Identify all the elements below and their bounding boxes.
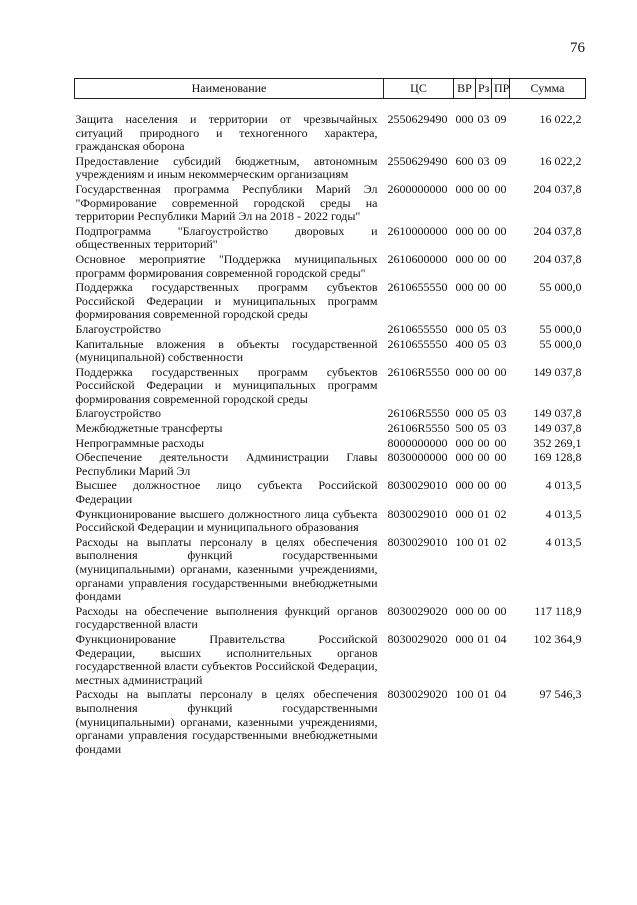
row-name: Основное мероприятие "Поддержка муниципальных программ формирования современной городской среды" bbox=[75, 251, 378, 280]
table-row bbox=[75, 99, 586, 155]
row-pr: 09 bbox=[494, 112, 507, 126]
row-cs: 26106R5550 bbox=[387, 406, 450, 421]
row-sum: 4 013,5 bbox=[545, 506, 582, 521]
row-vr: 100 bbox=[455, 534, 474, 549]
row-pr: 00 bbox=[494, 435, 507, 450]
row-sum: 55 000,0 bbox=[539, 321, 582, 336]
row-name: Благоустройство bbox=[75, 406, 162, 421]
table-row bbox=[75, 407, 586, 422]
row-vr: 000 bbox=[455, 435, 474, 450]
row-name: Функционирование Правительства Российской Федерации, высших исполнительных органов государственной власти субъектов Российской Федерации, местных администраций bbox=[75, 631, 378, 687]
table-row bbox=[75, 508, 586, 536]
table-row bbox=[75, 183, 586, 225]
row-cs: 2610655550 bbox=[387, 336, 448, 351]
row-rz: 05 bbox=[477, 321, 490, 336]
row-pr: 04 bbox=[494, 631, 507, 646]
row-rz: 00 bbox=[477, 450, 490, 465]
row-name: Расходы на обеспечение выполнения функций органов государственной власти bbox=[75, 603, 378, 632]
table-row bbox=[75, 422, 586, 437]
row-name: Поддержка государственных программ субъектов Российской Федерации и муниципальных программ формирования современной городской среды bbox=[75, 364, 378, 406]
table-row bbox=[75, 605, 586, 633]
row-rz: 00 bbox=[477, 251, 490, 266]
row-vr: 000 bbox=[455, 506, 474, 521]
row-sum: 4 013,5 bbox=[545, 478, 582, 493]
row-cs: 2610600000 bbox=[387, 251, 448, 266]
row-vr: 000 bbox=[455, 181, 474, 196]
row-vr: 000 bbox=[455, 364, 474, 379]
row-rz: 01 bbox=[477, 534, 490, 549]
header-rz: Рз bbox=[476, 79, 492, 99]
row-vr: 000 bbox=[455, 251, 474, 266]
table-row bbox=[75, 155, 586, 183]
row-cs: 2610000000 bbox=[387, 223, 448, 238]
row-cs: 2600000000 bbox=[387, 181, 448, 196]
row-name: Высшее должностное лицо субъекта Российской Федерации bbox=[75, 478, 378, 507]
row-sum: 352 269,1 bbox=[533, 435, 582, 450]
row-pr: 09 bbox=[494, 153, 507, 168]
row-cs: 2610655550 bbox=[387, 280, 448, 295]
row-pr: 03 bbox=[494, 406, 507, 421]
row-name: Непрограммные расходы bbox=[75, 435, 205, 450]
row-pr: 00 bbox=[494, 364, 507, 379]
row-name: Функционирование высшего должностного лица субъекта Российской Федерации и муниципального образования bbox=[75, 506, 378, 535]
row-pr: 00 bbox=[494, 251, 507, 266]
row-pr: 00 bbox=[494, 181, 507, 196]
row-rz: 05 bbox=[477, 406, 490, 421]
row-name: Предоставление субсидий бюджетным, автономным учреждениям и иным некоммерческим организациям bbox=[75, 153, 378, 182]
row-cs: 8030029010 bbox=[387, 478, 448, 493]
row-vr: 400 bbox=[455, 336, 474, 351]
table-row bbox=[75, 225, 586, 253]
row-name: Расходы на выплаты персоналу в целях обеспечения выполнения функций государственными (муниципальными) органами, казенными учреждениями, органами управления государственными внебюджетными фондами bbox=[75, 687, 378, 756]
row-rz: 01 bbox=[477, 687, 490, 702]
row-pr: 00 bbox=[494, 603, 507, 618]
row-rz: 01 bbox=[477, 631, 490, 646]
row-vr: 500 bbox=[455, 421, 474, 436]
row-sum: 55 000,0 bbox=[539, 336, 582, 351]
header-cs: ЦС bbox=[384, 79, 454, 99]
row-pr: 00 bbox=[494, 450, 507, 465]
row-cs: 2550629490 bbox=[387, 112, 448, 126]
table-row bbox=[75, 536, 586, 605]
row-name: Государственная программа Республики Марий Эл "Формирование современной городской среды на территории Республики Марий Эл на 2018 - 2022 годы" bbox=[75, 181, 378, 224]
row-sum: 97 546,3 bbox=[539, 687, 582, 702]
row-name: Защита населения и территории от чрезвычайных ситуаций природного и техногенного характера, гражданская оборона bbox=[75, 112, 378, 154]
row-rz: 00 bbox=[477, 364, 490, 379]
row-cs: 26106R5550 bbox=[387, 364, 450, 379]
header-pr: ПР bbox=[492, 79, 510, 99]
row-rz: 01 bbox=[477, 506, 490, 521]
table-row bbox=[75, 437, 586, 452]
row-sum: 204 037,8 bbox=[533, 223, 582, 238]
row-pr: 03 bbox=[494, 336, 507, 351]
row-sum: 204 037,8 bbox=[533, 181, 582, 196]
row-vr: 000 bbox=[455, 478, 474, 493]
row-rz: 05 bbox=[477, 421, 490, 436]
row-sum: 149 037,8 bbox=[533, 406, 582, 421]
row-pr: 04 bbox=[494, 687, 507, 702]
row-sum: 16 022,2 bbox=[539, 112, 582, 126]
row-pr: 00 bbox=[494, 478, 507, 493]
row-name: Поддержка государственных программ субъектов Российской Федерации и муниципальных программ формирования современной городской среды bbox=[75, 280, 378, 322]
row-cs: 26106R5550 bbox=[387, 421, 450, 436]
row-rz: 00 bbox=[477, 603, 490, 618]
row-rz: 03 bbox=[477, 112, 490, 126]
row-rz: 00 bbox=[477, 181, 490, 196]
row-vr: 600 bbox=[455, 153, 474, 168]
row-cs: 2550629490 bbox=[387, 153, 448, 168]
table-row bbox=[75, 253, 586, 281]
row-name: Расходы на выплаты персоналу в целях обеспечения выполнения функций государственными (муниципальными) органами, казенными учреждениями, органами управления государственными внебюджетными фондами bbox=[75, 534, 378, 604]
row-sum: 4 013,5 bbox=[545, 534, 582, 549]
row-sum: 149 037,8 bbox=[533, 364, 582, 379]
row-sum: 169 128,8 bbox=[533, 450, 582, 465]
table-row bbox=[75, 633, 586, 688]
table-row bbox=[75, 281, 586, 323]
page-number: 76 bbox=[570, 40, 585, 56]
row-name: Благоустройство bbox=[75, 321, 162, 336]
row-sum: 117 118,9 bbox=[534, 603, 582, 618]
row-name: Межбюджетные трансферты bbox=[75, 421, 223, 436]
row-pr: 00 bbox=[494, 280, 507, 295]
table-header bbox=[75, 79, 586, 99]
row-cs: 8000000000 bbox=[387, 435, 448, 450]
row-pr: 02 bbox=[494, 506, 507, 521]
table-row bbox=[75, 451, 586, 479]
table-row bbox=[75, 479, 586, 507]
row-cs: 8030029010 bbox=[387, 506, 448, 521]
row-vr: 000 bbox=[455, 112, 474, 126]
table-row bbox=[75, 366, 586, 408]
row-sum: 55 000,0 bbox=[539, 280, 582, 295]
row-vr: 100 bbox=[455, 687, 474, 702]
row-name: Подпрограмма "Благоустройство дворовых и общественных территорий" bbox=[75, 223, 378, 252]
row-sum: 204 037,8 bbox=[533, 251, 582, 266]
row-rz: 00 bbox=[477, 478, 490, 493]
row-vr: 000 bbox=[455, 321, 474, 336]
row-vr: 000 bbox=[455, 223, 474, 238]
row-cs: 8030029010 bbox=[387, 534, 448, 549]
row-rz: 00 bbox=[477, 223, 490, 238]
row-vr: 000 bbox=[455, 631, 474, 646]
header-name: Наименование bbox=[75, 79, 384, 99]
row-pr: 03 bbox=[494, 321, 507, 336]
table-row bbox=[75, 688, 586, 757]
table-row bbox=[75, 323, 586, 338]
table-row bbox=[75, 338, 586, 366]
row-pr: 00 bbox=[494, 223, 507, 238]
row-cs: 8030029020 bbox=[387, 603, 448, 618]
row-sum: 16 022,2 bbox=[539, 153, 582, 168]
row-vr: 000 bbox=[455, 450, 474, 465]
header-sum: Сумма bbox=[510, 79, 586, 99]
row-cs: 8030000000 bbox=[387, 450, 448, 465]
row-sum: 102 364,9 bbox=[533, 631, 582, 646]
budget-table bbox=[74, 78, 586, 757]
row-rz: 00 bbox=[477, 280, 490, 295]
header-vr: ВР bbox=[454, 79, 476, 99]
row-pr: 02 bbox=[494, 534, 507, 549]
table-body bbox=[75, 99, 586, 758]
row-rz: 05 bbox=[477, 336, 490, 351]
row-sum: 149 037,8 bbox=[533, 421, 582, 436]
row-pr: 03 bbox=[494, 421, 507, 436]
row-vr: 000 bbox=[455, 603, 474, 618]
row-name: Обеспечение деятельности Администрации Главы Республики Марий Эл bbox=[75, 450, 378, 478]
row-vr: 000 bbox=[455, 406, 474, 421]
row-cs: 8030029020 bbox=[387, 687, 448, 702]
row-rz: 00 bbox=[477, 435, 490, 450]
row-name: Капитальные вложения в объекты государственной (муниципальной) собственности bbox=[75, 336, 378, 365]
row-vr: 000 bbox=[455, 280, 474, 295]
row-cs: 2610655550 bbox=[387, 321, 448, 336]
row-cs: 8030029020 bbox=[387, 631, 448, 646]
row-rz: 03 bbox=[477, 153, 490, 168]
